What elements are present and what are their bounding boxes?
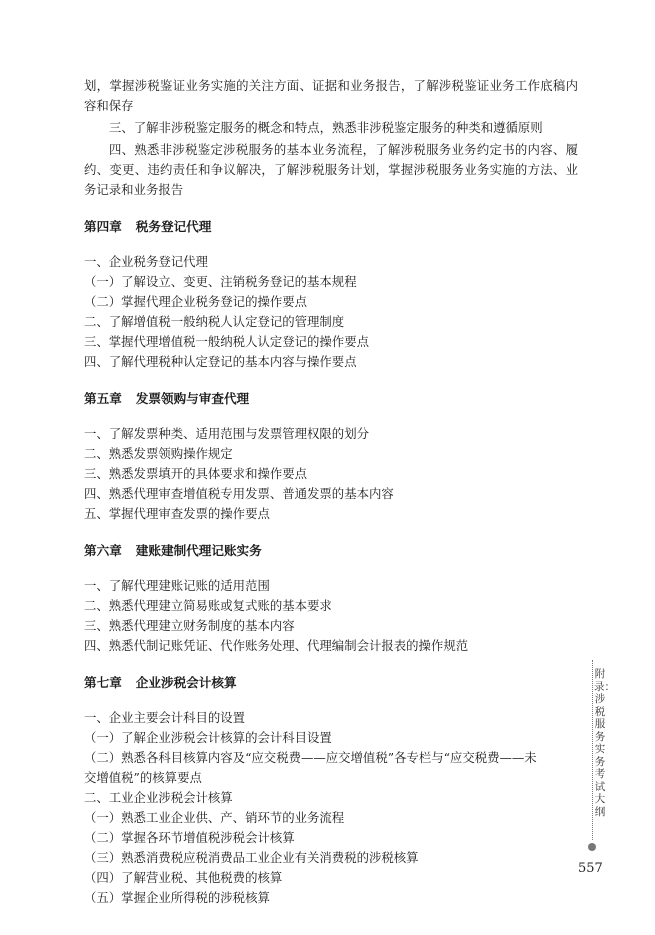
outline-item: 一、企业税务登记代理 (84, 254, 208, 269)
chapter-title: 税务登记代理 (135, 219, 212, 234)
chapter-number: 第七章 (84, 675, 122, 690)
outline-item: 三、掌握代理增值税一般纳税人认定登记的操作要点 (84, 334, 369, 349)
outline-item: 一、了解代理建账记账的适用范围 (84, 578, 270, 593)
chapter-number: 第六章 (84, 543, 122, 558)
chapter-title: 发票领购与审查代理 (135, 391, 250, 406)
outline-item: （一）熟悉工业企业供、产、销环节的业务流程 (84, 810, 345, 825)
chapter-section (84, 541, 578, 656)
intro-paragraph: 三、了解非涉税鉴定服务的概念和特点，熟悉非涉税鉴定服务的种类和遵循原则 (109, 120, 543, 135)
intro-paragraph: 划，掌握涉税鉴证业务实施的关注方面、证据和业务报告，了解涉税鉴证业务工作底稿内容和保存 (84, 78, 578, 113)
outline-item: 四、熟悉代理审查增值税专用发票、普通发票的基本内容 (84, 486, 394, 501)
outline-item: 三、熟悉发票填开的具体要求和操作要点 (84, 466, 308, 481)
chapters-section (84, 217, 578, 656)
chapter-7-section (84, 673, 578, 908)
outline-item: 二、熟悉发票领购操作规定 (84, 446, 233, 461)
chapter-heading (84, 541, 578, 561)
outline-item: 五、掌握代理审查发票的操作要点 (84, 506, 270, 521)
chapter-heading (84, 217, 578, 237)
outline-item: （二）掌握各环节增值税涉税会计核算 (84, 830, 295, 845)
outline-item: 四、了解代理税种认定登记的基本内容与操作要点 (84, 354, 357, 369)
outline-item: 一、企业主要会计科目的设置 (84, 710, 246, 725)
chapter-section (84, 217, 578, 372)
side-tab-dot (588, 843, 596, 851)
chapter-number: 第五章 (84, 391, 122, 406)
outline-item: （一）了解设立、变更、注销税务登记的基本规程 (84, 274, 357, 289)
page-number: 557 (578, 861, 603, 876)
outline-item: （四）了解营业税、其他税费的核算 (84, 870, 283, 885)
chapter-title: 建账建制代理记账实务 (135, 543, 262, 558)
outline-item: 二、了解增值税一般纳税人认定登记的管理制度 (84, 314, 345, 329)
outline-item: 一、了解发票种类、适用范围与发票管理权限的划分 (84, 426, 369, 441)
chapter-section (84, 389, 578, 524)
outline-item: （五）掌握企业所得税的涉税核算 (84, 890, 270, 905)
side-tab-label: 附录：涉税服务实务考试大纲 (594, 668, 615, 818)
outline-item: （一）了解企业涉税会计核算的会计科目设置 (84, 730, 332, 745)
chapter-title: 企业涉税会计核算 (135, 675, 237, 690)
chapter-heading (84, 673, 578, 693)
outline-item: 二、工业企业涉税会计核算 (84, 790, 233, 805)
intro-section (84, 76, 578, 200)
outline-item: （二）熟悉各科目核算内容及“应交税费——应交增值税”各专栏与“应交税费——未 (84, 750, 537, 765)
outline-item-continuation: 交增值税”的核算要点 (84, 770, 202, 785)
outline-item: 二、熟悉代理建立简易账或复式账的基本要求 (84, 598, 332, 613)
outline-item: （二）掌握代理企业税务登记的操作要点 (84, 294, 308, 309)
outline-item: （三）熟悉消费税应税消费品工业企业有关消费税的涉税核算 (84, 850, 419, 865)
chapter-items (84, 708, 578, 908)
chapter-heading (84, 389, 578, 409)
page-body (84, 76, 578, 908)
outline-item: 三、熟悉代理建立财务制度的基本内容 (84, 618, 295, 633)
outline-item: 四、熟悉代制记账凭证、代作账务处理、代理编制会计报表的操作规范 (84, 638, 469, 653)
chapter-number: 第四章 (84, 219, 122, 234)
intro-paragraph: 四、熟悉非涉税鉴定涉税服务的基本业务流程，了解涉税服务业务约定书的内容、履约、变更、违约责任和争议解决，了解涉税服务计划，掌握涉税服务业务实施的方法、业务记录和业务报告 (84, 142, 578, 197)
